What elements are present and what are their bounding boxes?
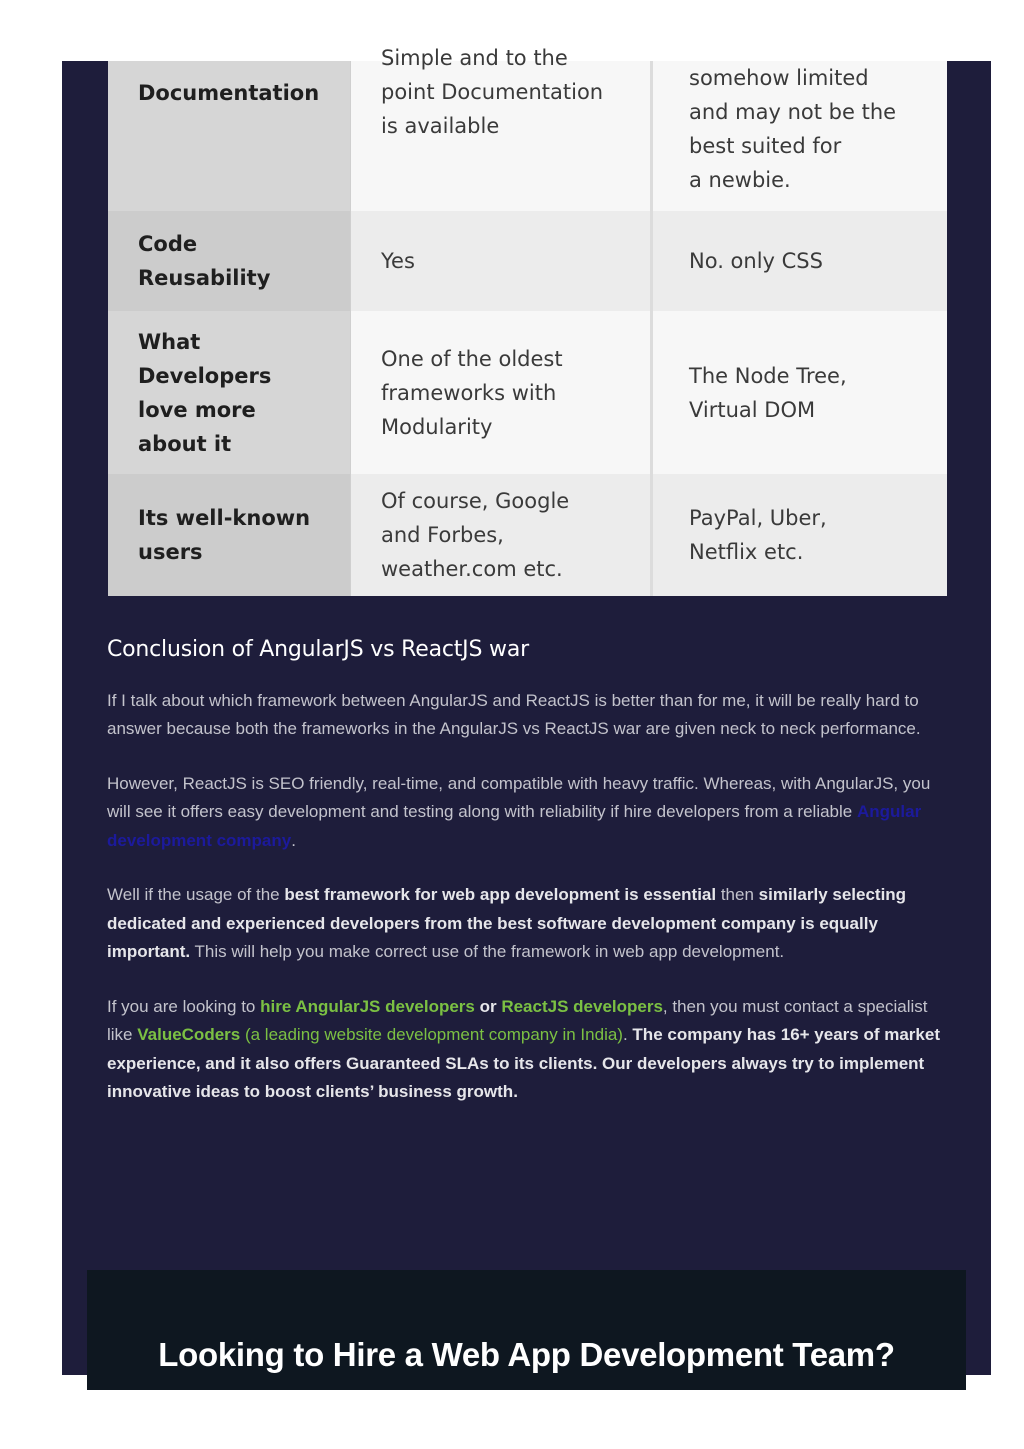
paragraph: However, ReactJS is SEO friendly, real-time, and compatible with heavy traffic. Whereas, with AngularJS, you will see it offers easy development and testing along with reliability if hire developers from a reliable Angular development company. bbox=[107, 773, 931, 850]
table-row bbox=[108, 311, 947, 474]
section-heading: Conclusion of AngularJS vs ReactJS war bbox=[107, 637, 529, 662]
cta-banner bbox=[87, 1270, 966, 1390]
react-cell: No. only CSS bbox=[650, 211, 947, 311]
paragraph: Well if the usage of the best framework for web app development is essential then similarly selecting dedicated and experienced developers from the best software development company is equally important. This will help you make correct use of the framework in web app development. bbox=[107, 885, 907, 961]
react-cell: PayPal, Uber, Netflix etc. bbox=[650, 474, 947, 596]
angular-cell: Of course, Google and Forbes, weather.com etc. bbox=[350, 474, 650, 596]
angular-cell: Simple and to the point Documentation is available bbox=[350, 61, 650, 211]
table-row bbox=[108, 474, 947, 596]
row-label: What Developers love more about it bbox=[108, 311, 350, 474]
row-label: Code Reusability bbox=[108, 211, 350, 311]
hire-angularjs-link[interactable]: hire AngularJS developers bbox=[260, 996, 475, 1016]
paragraph: If you are looking to hire AngularJS developers or ReactJS developers, then you must contact a specialist like ValueCoders (a leading website development company in India). The company has 16+ years of market experience, and it also offers Guaranteed SLAs to its clients. Our developers always try to implement innovative ideas to boost clients’ business growth. bbox=[107, 996, 940, 1101]
cta-title: Looking to Hire a Web App Development Team? bbox=[158, 1336, 895, 1373]
valuecoders-link[interactable]: ValueCoders bbox=[137, 1025, 241, 1044]
react-cell: The Node Tree, Virtual DOM bbox=[650, 311, 947, 474]
angular-cell: Yes bbox=[350, 211, 650, 311]
article-page bbox=[62, 46, 991, 1375]
row-label: Documentation bbox=[108, 61, 350, 211]
comparison-table-image bbox=[108, 46, 947, 596]
table-row bbox=[108, 46, 947, 211]
paragraph: If I talk about which framework between AngularJS and ReactJS is better than for me, it will be really hard to answer because both the frameworks in the AngularJS vs ReactJS war are given neck to neck performance. bbox=[107, 690, 921, 738]
angular-company-link[interactable]: Angular development company bbox=[107, 802, 922, 850]
reactjs-developers-link[interactable]: ReactJS developers bbox=[501, 996, 663, 1016]
table-row bbox=[108, 211, 947, 311]
conclusion-section bbox=[107, 636, 947, 1133]
angular-cell: One of the oldest frameworks with Modularity bbox=[350, 311, 650, 474]
row-label: Its well-known users bbox=[108, 474, 350, 596]
react-cell: somehow limited and may not be the best suited for a newbie. bbox=[650, 61, 947, 211]
